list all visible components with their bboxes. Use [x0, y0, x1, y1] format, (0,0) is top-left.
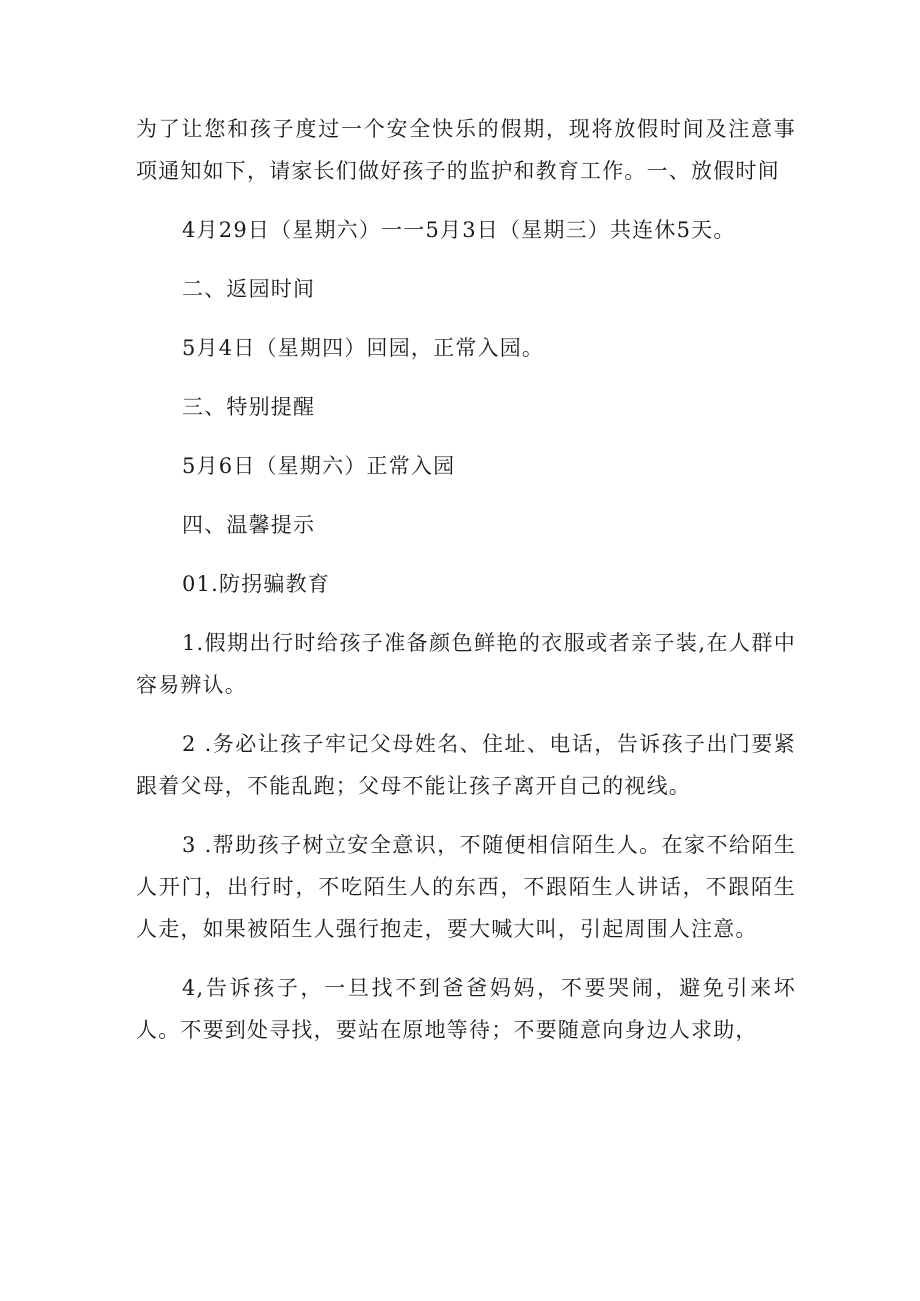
section-heading-tips: 四、温馨提示 [182, 513, 316, 537]
tip-paragraph-2: 2 .务必让孩子牢记父母姓名、住址、电话，告诉孩子出门要紧跟着父母，不能乱跑；父母不能让孩子离开自己的视线。 [136, 732, 796, 798]
section-heading-return: 二、返园时间 [182, 277, 316, 301]
tip-paragraph-1: 1.假期出行时给孩子准备颜色鲜艳的衣服或者亲子装,在人群中容易辨认。 [136, 631, 796, 697]
tip-paragraph-3: 3 .帮助孩子树立安全意识，不随便相信陌生人。在家不给陌生人开门，出行时，不吃陌生人的东西，不跟陌生人讲话，不跟陌生人走，如果被陌生人强行抱走，要大喊大叫，引起周围人注意。 [136, 833, 796, 941]
document-page [136, 108, 796, 1051]
tip-paragraph-4: 4,告诉孩子，一旦找不到爸爸妈妈，不要哭闹，避免引来坏人。不要到处寻找，要站在原地等待；不要随意向身边人求助， [136, 976, 796, 1042]
subheading-anti-abduction: 01.防拐骗教育 [182, 572, 330, 596]
intro-paragraph: 为了让您和孩子度过一个安全快乐的假期，现将放假时间及注意事项通知如下，请家长们做好孩子的监护和教育工作。一、放假时间 [136, 117, 796, 183]
return-date-paragraph: 5月4日（星期四）回园，正常入园。 [182, 336, 545, 360]
holiday-dates-paragraph: 4月29日（星期六）一一5月3日（星期三）共连休5天。 [182, 218, 736, 242]
section-heading-reminder: 三、特别提醒 [182, 395, 316, 419]
reminder-date-paragraph: 5月6日（星期六）正常入园 [182, 454, 456, 478]
